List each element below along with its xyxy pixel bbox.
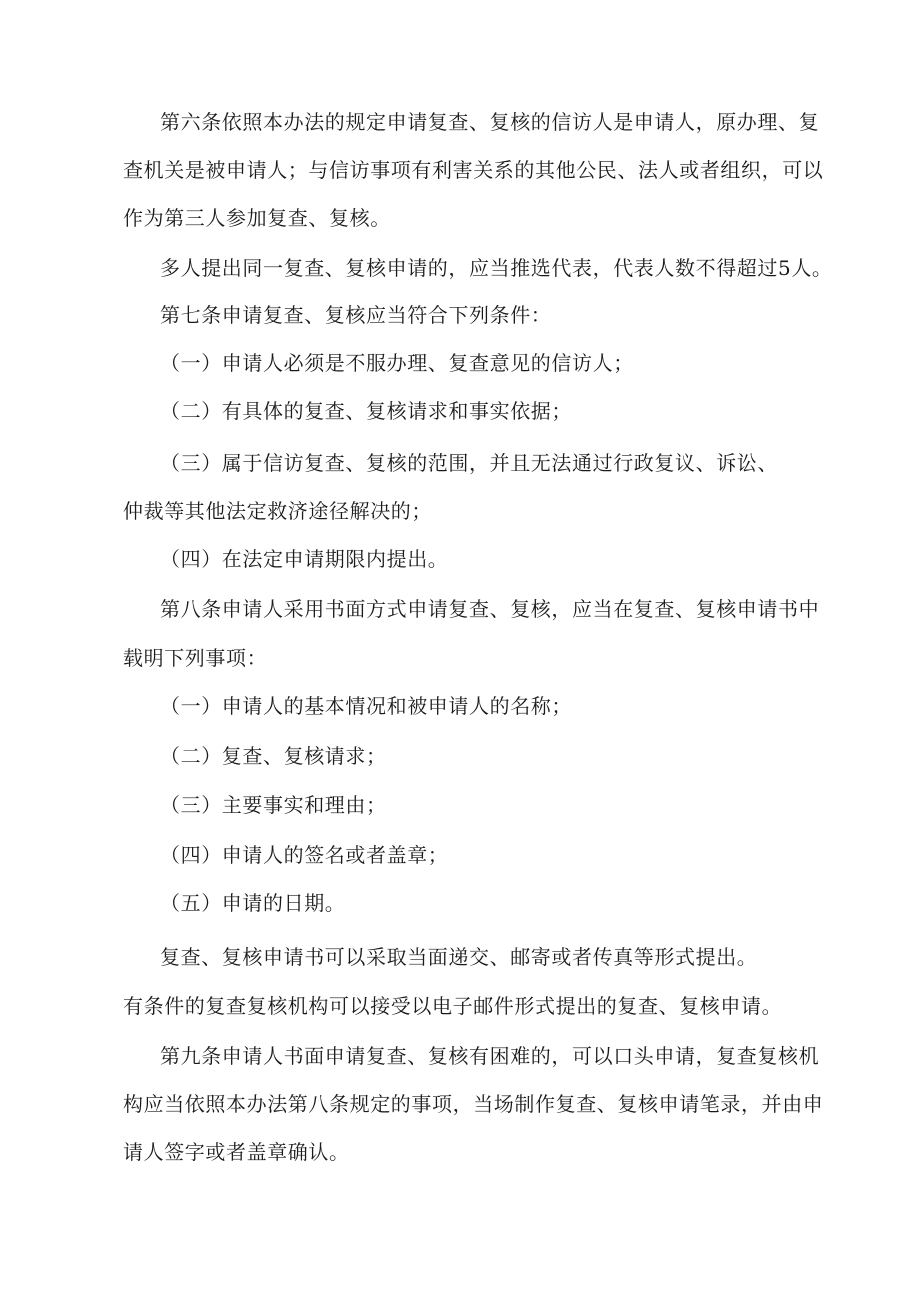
text-line: 第九条申请人书面申请复查、复核有困难的，可以口头申请，复查复核机	[160, 1044, 820, 1068]
text-line: （二）复查、复核请求；	[160, 744, 387, 768]
text-line: 复查、复核申请书可以采取当面递交、邮寄或者传真等形式提出。	[160, 945, 758, 969]
text-line: 第八条申请人采用书面方式申请复查、复核，应当在复查、复核申请书中	[160, 597, 820, 621]
text-line: （四）在法定申请期限内提出。	[160, 547, 449, 571]
text-line: 多人提出同一复查、复核申请的，应当推选代表，代表人数不得超过5人。	[160, 256, 833, 280]
text-line: （一）申请人的基本情况和被申请人的名称；	[160, 694, 572, 718]
text-line: 构应当依照本办法第八条规定的事项，当场制作复查、复核申请笔录，并由申	[123, 1092, 824, 1116]
text-line: 作为第三人参加复查、复核。	[123, 206, 391, 230]
text-line: 第六条依照本办法的规定申请复查、复核的信访人是申请人，原办理、复	[160, 110, 820, 134]
text-line: （五）申请的日期。	[160, 891, 346, 915]
text-line: 载明下列事项：	[123, 646, 268, 670]
text-line: 第七条申请复查、复核应当符合下列条件：	[160, 303, 552, 327]
text-line: 有条件的复查复核机构可以接受以电子邮件形式提出的复查、复核申请。	[123, 994, 783, 1018]
text-line: （一）申请人必须是不服办理、复查意见的信访人；	[160, 351, 634, 375]
text-line: 查机关是被申请人；与信访事项有利害关系的其他公民、法人或者组织，可以	[123, 158, 824, 182]
text-line: （三）属于信访复查、复核的范围，并且无法通过行政复议、诉讼、	[160, 451, 778, 475]
text-line: （四）申请人的签名或者盖章；	[160, 843, 449, 867]
text-line: 仲裁等其他法定救济途径解决的；	[123, 499, 432, 523]
text-line: （二）有具体的复查、复核请求和事实依据；	[160, 399, 572, 423]
text-line: （三）主要事实和理由；	[160, 793, 387, 817]
text-line: 请人签字或者盖章确认。	[123, 1140, 350, 1164]
